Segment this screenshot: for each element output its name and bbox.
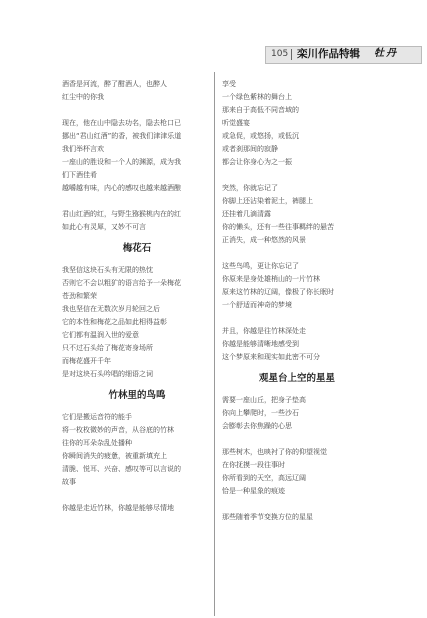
poem-line: 一座山的胜设和一个人的渊源，成为我 [62, 158, 181, 166]
poem-line: 这个梦原来和现实如此密不可分 [222, 353, 320, 361]
poem-line: 这些鸟鸣，更让你忘记了 [222, 262, 299, 270]
poem-line: 听觉盛宴 [222, 119, 250, 127]
poem-line: 你越是能够清晰地感受到 [222, 340, 299, 348]
poem-line: 正消失，成一种悠然的风景 [222, 236, 306, 244]
right-column [222, 78, 372, 524]
section-title: 栾川作品特辑 [297, 48, 360, 60]
poem-line: 或急促，或悠扬，或低沉 [222, 132, 299, 140]
stanza-break [62, 489, 212, 502]
poem-line: 或者刹那间的寂静 [222, 145, 278, 153]
poem-line: 在你抚摸一段往事时 [222, 461, 285, 469]
poem-line: 那些树木，也映衬了你的仰望视觉 [222, 448, 327, 456]
poem-line: 突然，你就忘记了 [222, 184, 278, 192]
poem-line: 你向上攀爬时，一些沙石 [222, 409, 299, 417]
poem-line: 那些随着季节变换方位的星星 [222, 513, 313, 521]
poem-line: 需要一座山丘，把身子垫高 [222, 396, 306, 404]
poem-title: 梅花石 [122, 243, 152, 254]
poem-line: 它们都有温润入世的爱意 [62, 331, 139, 339]
poem-line: 而梅花盛开千年 [62, 357, 111, 365]
poem-line: 它的本性和梅花之品如此相得益彰 [62, 318, 167, 326]
poem-line: 苍劲和繁荣 [62, 292, 97, 300]
poem-line: 酒香是河流，醉了酣酒人，也醉人 [62, 80, 167, 88]
poem-title: 竹林里的鸟鸣 [108, 390, 166, 401]
poem-title: 观星台上空的星星 [258, 373, 335, 384]
poem-line: 会膨彰去你焦躁的心思 [222, 422, 292, 430]
poem-line: 你越是走近竹林，你越是能够尽情地 [62, 504, 174, 512]
poem-line: 故事 [62, 478, 76, 486]
stanza-break [62, 195, 212, 208]
stanza-break [222, 498, 372, 511]
poem-line: 那来自于高低不同音域的 [222, 106, 299, 114]
stanza-break [222, 433, 372, 446]
poem-line: 享受 [222, 80, 236, 88]
poem-line: 红尘中的你我 [62, 93, 104, 101]
poem-line: 清脆、悦耳、兴奋、感叹等可以言说的 [62, 465, 181, 473]
poem-line: 你的懒头，还有一些往事羁绊的悬苦 [222, 223, 334, 231]
stanza-break [222, 312, 372, 325]
poem-line: 将一枚枚微妙的声音，从谷底的竹林 [62, 426, 174, 434]
poem-line: 并且，你越是往竹林深处走 [222, 327, 306, 335]
poem-line: 我们举杯言欢 [62, 145, 104, 153]
poem-line: 我也坚信在无数次岁月轮回之后 [62, 305, 160, 313]
poem-line: 都会让你身心为之一振 [222, 158, 292, 166]
poem-line: 它们是搬运音符的能手 [62, 413, 132, 421]
poem-line: 原来这竹林的辽阔，像极了你长眠时 [222, 288, 334, 296]
poem-line: 你脚上还沾染着泥土，裤腿上 [222, 197, 313, 205]
poem-line: 你原来是身处雄梢山的一片竹林 [222, 275, 320, 283]
poem-line: 挪出“君山红酒”的香，被我们津津乐道 [62, 132, 182, 140]
page-number: 105 [271, 49, 289, 59]
left-column [62, 78, 212, 515]
poem-line: 你所看到的天空，高远辽阔 [222, 474, 306, 482]
column-divider [214, 72, 215, 616]
poem-line: 是对这块石头吟唱的细语之词 [62, 370, 153, 378]
poem-line: 如此心有灵犀，又妙不可言 [62, 223, 146, 231]
poem-line: 一个绿色紫林的舞台上 [222, 93, 292, 101]
stanza-break [222, 247, 372, 260]
poem-line: 往你的耳朵杂乱处播种 [62, 439, 132, 447]
header-separator [291, 49, 292, 60]
magazine-brand-logo: 牡丹 [374, 48, 398, 59]
poem-line: 们下酒佳肴 [62, 171, 97, 179]
poem-line: 恰是一种星象的痕迹 [222, 487, 285, 495]
poem-line: 否则它不会以粗犷的语言给予一朵梅花 [62, 279, 181, 287]
stanza-break [222, 169, 372, 182]
poem-line: 现在，他在山中隐去功名，隐去枪口已 [62, 119, 181, 127]
poem-line: 只不过石头给了梅花寄身场所 [62, 344, 153, 352]
poem-line: 我坚信这块石头有无限的热忱 [62, 266, 153, 274]
stanza-break [62, 104, 212, 117]
poem-line: 越嚼越有味，内心的感叹也越来越酒酿 [62, 184, 181, 192]
poem-line: 君山红酒的红，与野生猕猴桃内在的红 [62, 210, 181, 218]
poem-line: 你瞬间消失的疲惫，被重新填充上 [62, 452, 167, 460]
poem-line: 一个舒适而神奇的梦境 [222, 301, 292, 309]
poem-line: 还挂着几滴清露 [222, 210, 271, 218]
